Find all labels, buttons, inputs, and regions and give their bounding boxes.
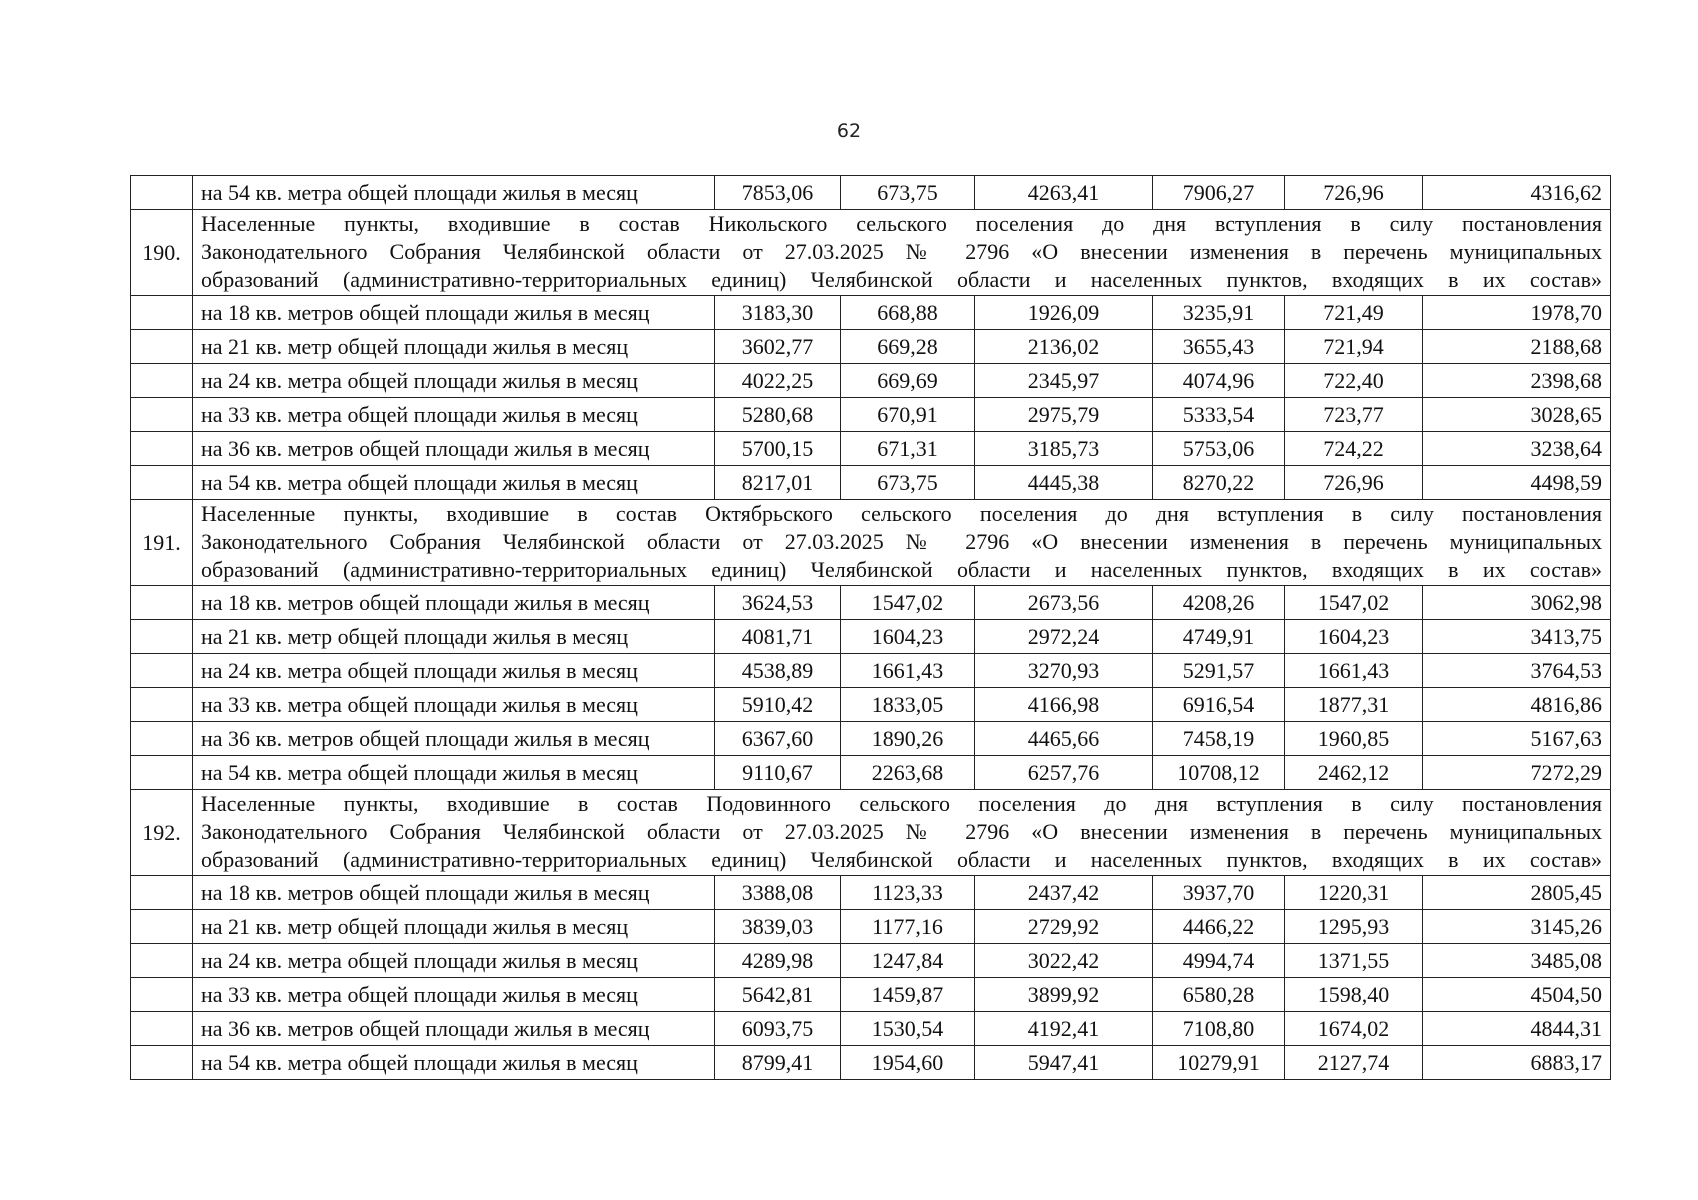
value-cell: 1547,02 bbox=[841, 586, 975, 620]
row-number-cell bbox=[131, 398, 193, 432]
value-cell: 671,31 bbox=[841, 432, 975, 466]
value-cell: 3764,53 bbox=[1423, 654, 1611, 688]
value-cell: 1890,26 bbox=[841, 722, 975, 756]
value-cell: 8270,22 bbox=[1153, 466, 1285, 500]
row-label: на 54 кв. метра общей площади жилья в месяц bbox=[193, 1046, 715, 1080]
value-cell: 669,69 bbox=[841, 364, 975, 398]
row-number-cell bbox=[131, 586, 193, 620]
value-cell: 4081,71 bbox=[715, 620, 841, 654]
value-cell: 4994,74 bbox=[1153, 944, 1285, 978]
row-label: на 18 кв. метров общей площади жилья в месяц bbox=[193, 296, 715, 330]
value-cell: 4538,89 bbox=[715, 654, 841, 688]
value-cell: 2975,79 bbox=[975, 398, 1153, 432]
value-cell: 1674,02 bbox=[1285, 1012, 1423, 1046]
group-description-line: образований (административно-территориальных единиц) Челябинской области и населенных пунктов, входящих в их состав» bbox=[201, 847, 1602, 872]
value-cell: 3022,42 bbox=[975, 944, 1153, 978]
value-cell: 5642,81 bbox=[715, 978, 841, 1012]
value-cell: 3624,53 bbox=[715, 586, 841, 620]
value-cell: 8799,41 bbox=[715, 1046, 841, 1080]
row-label: на 54 кв. метра общей площади жилья в месяц bbox=[193, 176, 715, 210]
value-cell: 3062,98 bbox=[1423, 586, 1611, 620]
value-cell: 4844,31 bbox=[1423, 1012, 1611, 1046]
group-description bbox=[193, 210, 1611, 296]
row-number-cell bbox=[131, 654, 193, 688]
row-label: на 24 кв. метра общей площади жилья в месяц bbox=[193, 944, 715, 978]
value-cell: 2345,97 bbox=[975, 364, 1153, 398]
value-cell: 721,49 bbox=[1285, 296, 1423, 330]
value-cell: 1926,09 bbox=[975, 296, 1153, 330]
value-cell: 2462,12 bbox=[1285, 756, 1423, 790]
table-body bbox=[131, 176, 1611, 1080]
table-row bbox=[131, 364, 1611, 398]
value-cell: 5280,68 bbox=[715, 398, 841, 432]
table-row bbox=[131, 1012, 1611, 1046]
row-label: на 36 кв. метров общей площади жилья в месяц bbox=[193, 432, 715, 466]
value-cell: 1220,31 bbox=[1285, 876, 1423, 910]
tariff-table bbox=[130, 175, 1611, 1080]
value-cell: 6580,28 bbox=[1153, 978, 1285, 1012]
row-number-cell bbox=[131, 620, 193, 654]
value-cell: 6257,76 bbox=[975, 756, 1153, 790]
value-cell: 5947,41 bbox=[975, 1046, 1153, 1080]
table-row bbox=[131, 330, 1611, 364]
table-row bbox=[131, 176, 1611, 210]
value-cell: 673,75 bbox=[841, 176, 975, 210]
value-cell: 7853,06 bbox=[715, 176, 841, 210]
value-cell: 4498,59 bbox=[1423, 466, 1611, 500]
value-cell: 3485,08 bbox=[1423, 944, 1611, 978]
table-row bbox=[131, 876, 1611, 910]
row-label: на 33 кв. метра общей площади жилья в месяц bbox=[193, 978, 715, 1012]
value-cell: 7108,80 bbox=[1153, 1012, 1285, 1046]
value-cell: 726,96 bbox=[1285, 176, 1423, 210]
row-label: на 33 кв. метра общей площади жилья в месяц bbox=[193, 688, 715, 722]
value-cell: 4466,22 bbox=[1153, 910, 1285, 944]
row-number-cell bbox=[131, 1046, 193, 1080]
value-cell: 8217,01 bbox=[715, 466, 841, 500]
value-cell: 10708,12 bbox=[1153, 756, 1285, 790]
group-description-line: Законодательного Собрания Челябинской области от 27.03.2025 № 2796 «О внесении изменения в перечень муниципальных bbox=[201, 819, 1602, 844]
value-cell: 2263,68 bbox=[841, 756, 975, 790]
value-cell: 4816,86 bbox=[1423, 688, 1611, 722]
value-cell: 1247,84 bbox=[841, 944, 975, 978]
group-description-line: Законодательного Собрания Челябинской области от 27.03.2025 № 2796 «О внесении изменения в перечень муниципальных bbox=[201, 529, 1602, 554]
group-description bbox=[193, 500, 1611, 586]
group-number: 192. bbox=[131, 790, 193, 876]
table-row bbox=[131, 722, 1611, 756]
value-cell: 1371,55 bbox=[1285, 944, 1423, 978]
row-label: на 54 кв. метра общей площади жилья в месяц bbox=[193, 756, 715, 790]
value-cell: 3388,08 bbox=[715, 876, 841, 910]
table-row bbox=[131, 688, 1611, 722]
group-description-line: Населенные пункты, входившие в состав Подовинного сельского поселения до дня вступления в силу постановления bbox=[201, 791, 1602, 816]
value-cell: 4166,98 bbox=[975, 688, 1153, 722]
group-description-line: Населенные пункты, входившие в состав Октябрьского сельского поселения до дня вступления в силу постановления bbox=[201, 501, 1602, 526]
row-label: на 18 кв. метров общей площади жилья в месяц bbox=[193, 586, 715, 620]
table-row bbox=[131, 296, 1611, 330]
value-cell: 5700,15 bbox=[715, 432, 841, 466]
table-row bbox=[131, 432, 1611, 466]
table-row bbox=[131, 466, 1611, 500]
value-cell: 668,88 bbox=[841, 296, 975, 330]
group-header-row bbox=[131, 790, 1611, 876]
group-description-line: образований (административно-территориальных единиц) Челябинской области и населенных пунктов, входящих в их состав» bbox=[201, 267, 1602, 292]
value-cell: 3270,93 bbox=[975, 654, 1153, 688]
value-cell: 5167,63 bbox=[1423, 722, 1611, 756]
row-number-cell bbox=[131, 944, 193, 978]
value-cell: 1547,02 bbox=[1285, 586, 1423, 620]
value-cell: 4208,26 bbox=[1153, 586, 1285, 620]
table-row bbox=[131, 586, 1611, 620]
table-row bbox=[131, 944, 1611, 978]
value-cell: 4316,62 bbox=[1423, 176, 1611, 210]
value-cell: 2673,56 bbox=[975, 586, 1153, 620]
value-cell: 5333,54 bbox=[1153, 398, 1285, 432]
row-number-cell bbox=[131, 432, 193, 466]
value-cell: 2972,24 bbox=[975, 620, 1153, 654]
row-number-cell bbox=[131, 466, 193, 500]
value-cell: 7272,29 bbox=[1423, 756, 1611, 790]
page-number: 62 bbox=[836, 120, 862, 142]
row-number-cell bbox=[131, 756, 193, 790]
value-cell: 6916,54 bbox=[1153, 688, 1285, 722]
value-cell: 2437,42 bbox=[975, 876, 1153, 910]
value-cell: 670,91 bbox=[841, 398, 975, 432]
value-cell: 2127,74 bbox=[1285, 1046, 1423, 1080]
value-cell: 5910,42 bbox=[715, 688, 841, 722]
value-cell: 3937,70 bbox=[1153, 876, 1285, 910]
value-cell: 4263,41 bbox=[975, 176, 1153, 210]
group-number: 190. bbox=[131, 210, 193, 296]
value-cell: 1604,23 bbox=[841, 620, 975, 654]
row-number-cell bbox=[131, 364, 193, 398]
table-row bbox=[131, 756, 1611, 790]
group-description-line: Законодательного Собрания Челябинской области от 27.03.2025 № 2796 «О внесении изменения в перечень муниципальных bbox=[201, 239, 1602, 264]
value-cell: 1833,05 bbox=[841, 688, 975, 722]
value-cell: 6883,17 bbox=[1423, 1046, 1611, 1080]
value-cell: 673,75 bbox=[841, 466, 975, 500]
table-row bbox=[131, 654, 1611, 688]
value-cell: 10279,91 bbox=[1153, 1046, 1285, 1080]
value-cell: 6367,60 bbox=[715, 722, 841, 756]
value-cell: 3602,77 bbox=[715, 330, 841, 364]
value-cell: 1661,43 bbox=[841, 654, 975, 688]
group-description-line: Населенные пункты, входившие в состав Никольского сельского поселения до дня вступления в силу постановления bbox=[201, 211, 1602, 236]
row-number-cell bbox=[131, 688, 193, 722]
value-cell: 3839,03 bbox=[715, 910, 841, 944]
value-cell: 3183,30 bbox=[715, 296, 841, 330]
row-label: на 21 кв. метр общей площади жилья в месяц bbox=[193, 620, 715, 654]
row-label: на 36 кв. метров общей площади жилья в месяц bbox=[193, 722, 715, 756]
value-cell: 1604,23 bbox=[1285, 620, 1423, 654]
value-cell: 1295,93 bbox=[1285, 910, 1423, 944]
row-number-cell bbox=[131, 1012, 193, 1046]
value-cell: 2805,45 bbox=[1423, 876, 1611, 910]
group-number: 191. bbox=[131, 500, 193, 586]
row-label: на 24 кв. метра общей площади жилья в месяц bbox=[193, 654, 715, 688]
value-cell: 724,22 bbox=[1285, 432, 1423, 466]
value-cell: 669,28 bbox=[841, 330, 975, 364]
value-cell: 1598,40 bbox=[1285, 978, 1423, 1012]
row-label: на 21 кв. метр общей площади жилья в месяц bbox=[193, 910, 715, 944]
value-cell: 2729,92 bbox=[975, 910, 1153, 944]
value-cell: 1960,85 bbox=[1285, 722, 1423, 756]
table-row bbox=[131, 910, 1611, 944]
value-cell: 3655,43 bbox=[1153, 330, 1285, 364]
table-row bbox=[131, 1046, 1611, 1080]
row-number-cell bbox=[131, 330, 193, 364]
value-cell: 4749,91 bbox=[1153, 620, 1285, 654]
value-cell: 1123,33 bbox=[841, 876, 975, 910]
value-cell: 4022,25 bbox=[715, 364, 841, 398]
value-cell: 1530,54 bbox=[841, 1012, 975, 1046]
row-label: на 36 кв. метров общей площади жилья в месяц bbox=[193, 1012, 715, 1046]
value-cell: 2398,68 bbox=[1423, 364, 1611, 398]
value-cell: 4465,66 bbox=[975, 722, 1153, 756]
row-number-cell bbox=[131, 910, 193, 944]
value-cell: 3028,65 bbox=[1423, 398, 1611, 432]
value-cell: 3145,26 bbox=[1423, 910, 1611, 944]
table-row bbox=[131, 978, 1611, 1012]
value-cell: 4289,98 bbox=[715, 944, 841, 978]
value-cell: 3185,73 bbox=[975, 432, 1153, 466]
row-number-cell bbox=[131, 722, 193, 756]
value-cell: 5753,06 bbox=[1153, 432, 1285, 466]
value-cell: 2188,68 bbox=[1423, 330, 1611, 364]
table-row bbox=[131, 620, 1611, 654]
group-header-row bbox=[131, 210, 1611, 296]
row-label: на 18 кв. метров общей площади жилья в месяц bbox=[193, 876, 715, 910]
value-cell: 2136,02 bbox=[975, 330, 1153, 364]
value-cell: 7458,19 bbox=[1153, 722, 1285, 756]
value-cell: 3235,91 bbox=[1153, 296, 1285, 330]
value-cell: 7906,27 bbox=[1153, 176, 1285, 210]
group-header-row bbox=[131, 500, 1611, 586]
row-number-cell bbox=[131, 176, 193, 210]
value-cell: 1978,70 bbox=[1423, 296, 1611, 330]
value-cell: 722,40 bbox=[1285, 364, 1423, 398]
value-cell: 1661,43 bbox=[1285, 654, 1423, 688]
value-cell: 4504,50 bbox=[1423, 978, 1611, 1012]
value-cell: 1459,87 bbox=[841, 978, 975, 1012]
row-label: на 24 кв. метра общей площади жилья в месяц bbox=[193, 364, 715, 398]
group-description-line: образований (административно-территориальных единиц) Челябинской области и населенных пунктов, входящих в их состав» bbox=[201, 557, 1602, 582]
group-description bbox=[193, 790, 1611, 876]
row-label: на 54 кв. метра общей площади жилья в месяц bbox=[193, 466, 715, 500]
row-label: на 33 кв. метра общей площади жилья в месяц bbox=[193, 398, 715, 432]
row-number-cell bbox=[131, 876, 193, 910]
value-cell: 9110,67 bbox=[715, 756, 841, 790]
value-cell: 5291,57 bbox=[1153, 654, 1285, 688]
value-cell: 726,96 bbox=[1285, 466, 1423, 500]
value-cell: 4074,96 bbox=[1153, 364, 1285, 398]
value-cell: 3899,92 bbox=[975, 978, 1153, 1012]
value-cell: 3413,75 bbox=[1423, 620, 1611, 654]
row-label: на 21 кв. метр общей площади жилья в месяц bbox=[193, 330, 715, 364]
value-cell: 4192,41 bbox=[975, 1012, 1153, 1046]
table-row bbox=[131, 398, 1611, 432]
value-cell: 4445,38 bbox=[975, 466, 1153, 500]
value-cell: 721,94 bbox=[1285, 330, 1423, 364]
value-cell: 1954,60 bbox=[841, 1046, 975, 1080]
value-cell: 1177,16 bbox=[841, 910, 975, 944]
value-cell: 3238,64 bbox=[1423, 432, 1611, 466]
row-number-cell bbox=[131, 296, 193, 330]
value-cell: 6093,75 bbox=[715, 1012, 841, 1046]
value-cell: 723,77 bbox=[1285, 398, 1423, 432]
value-cell: 1877,31 bbox=[1285, 688, 1423, 722]
row-number-cell bbox=[131, 978, 193, 1012]
